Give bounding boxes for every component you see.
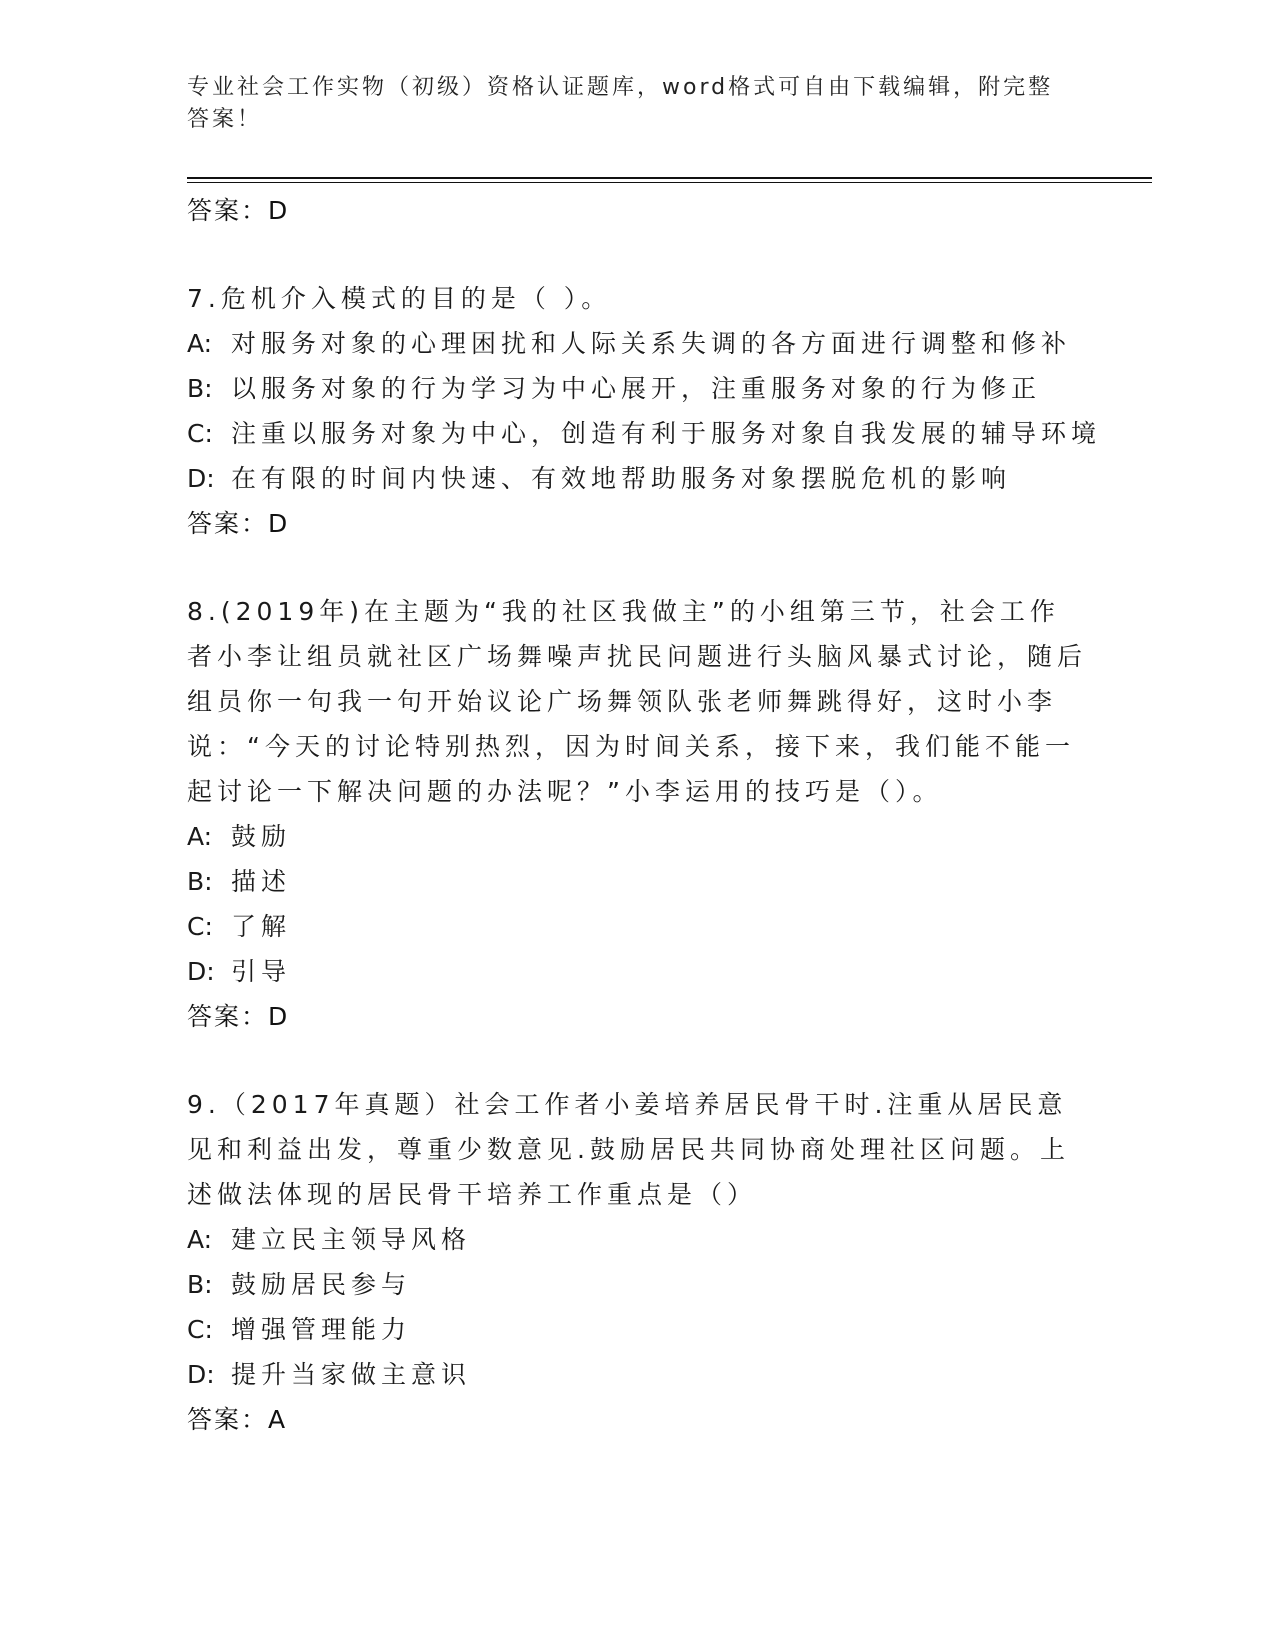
option-text: 以服务对象的行为学习为中心展开，注重服务对象的行为修正 — [231, 374, 1042, 403]
option-letter: C: — [187, 419, 213, 448]
option-text: 增强管理能力 — [231, 1315, 412, 1344]
option-d — [187, 949, 1087, 994]
option-text: 注重以服务对象为中心，创造有利于服务对象自我发展的辅导环境 — [231, 419, 1102, 448]
option-d — [187, 456, 1087, 501]
header-divider-thin — [187, 182, 1152, 183]
option-text: 鼓励 — [231, 822, 292, 851]
option-text: 提升当家做主意识 — [231, 1360, 472, 1389]
option-letter: C: — [187, 912, 213, 941]
question-stem: 9.（2017年真题）社会工作者小姜培养居民骨干时.注重从居民意见和利益出发，尊重少数意见.鼓励居民共同协商处理社区问题。上述做法体现的居民骨干培养工作重点是（） — [187, 1090, 1070, 1209]
option-a — [187, 1217, 1087, 1262]
option-letter: A: — [187, 1225, 213, 1254]
option-letter: B: — [187, 1270, 213, 1299]
header-divider-thick — [187, 177, 1152, 179]
option-text: 对服务对象的心理困扰和人际关系失调的各方面进行调整和修补 — [231, 329, 1072, 358]
option-d — [187, 1352, 1087, 1397]
option-text: 描述 — [231, 867, 292, 896]
question-stem: 7.危机介入模式的目的是（ ）。 — [187, 284, 612, 313]
option-letter: D: — [187, 464, 215, 493]
question-9 — [187, 1082, 1087, 1443]
option-b — [187, 366, 1087, 411]
option-a — [187, 321, 1087, 366]
option-text: 鼓励居民参与 — [231, 1270, 412, 1299]
option-letter: D: — [187, 1360, 215, 1389]
option-b — [187, 859, 1087, 904]
question-list — [187, 188, 1102, 1443]
option-c — [187, 1307, 1087, 1352]
option-text: 建立民主领导风格 — [231, 1225, 472, 1254]
option-letter: B: — [187, 374, 213, 403]
option-a — [187, 814, 1087, 859]
option-letter: A: — [187, 822, 213, 851]
question-stem: 8.(2019年)在主题为“我的社区我做主”的小组第三节，社会工作者小李让组员就社区广场舞噪声扰民问题进行头脑风暴式讨论，随后组员你一句我一句开始议论广场舞领队张老师舞跳得好，这时小李说：“今天的讨论特别热烈，因为时间关系，接下来，我们能不能一起讨论一下解决问题的办法呢？”小李运用的技巧是（）。 — [187, 597, 1088, 806]
option-text: 了解 — [231, 912, 292, 941]
question-7 — [187, 276, 1102, 547]
option-c — [187, 411, 1102, 456]
page-header: 专业社会工作实物（初级）资格认证题库，word格式可自由下载编辑，附完整答案！ — [187, 75, 1054, 132]
option-text: 引导 — [231, 957, 292, 986]
option-b — [187, 1262, 1087, 1307]
option-letter: B: — [187, 867, 213, 896]
answer-line: 答案：D — [187, 1002, 290, 1031]
option-letter: C: — [187, 1315, 213, 1344]
question-8 — [187, 589, 1087, 1040]
answer-line: 答案：D — [187, 509, 290, 538]
option-letter: A: — [187, 329, 213, 358]
previous-answer: 答案：D — [187, 196, 290, 225]
answer-line: 答案：A — [187, 1405, 288, 1434]
option-letter: D: — [187, 957, 215, 986]
option-c — [187, 904, 1087, 949]
option-text: 在有限的时间内快速、有效地帮助服务对象摆脱危机的影响 — [231, 464, 1012, 493]
